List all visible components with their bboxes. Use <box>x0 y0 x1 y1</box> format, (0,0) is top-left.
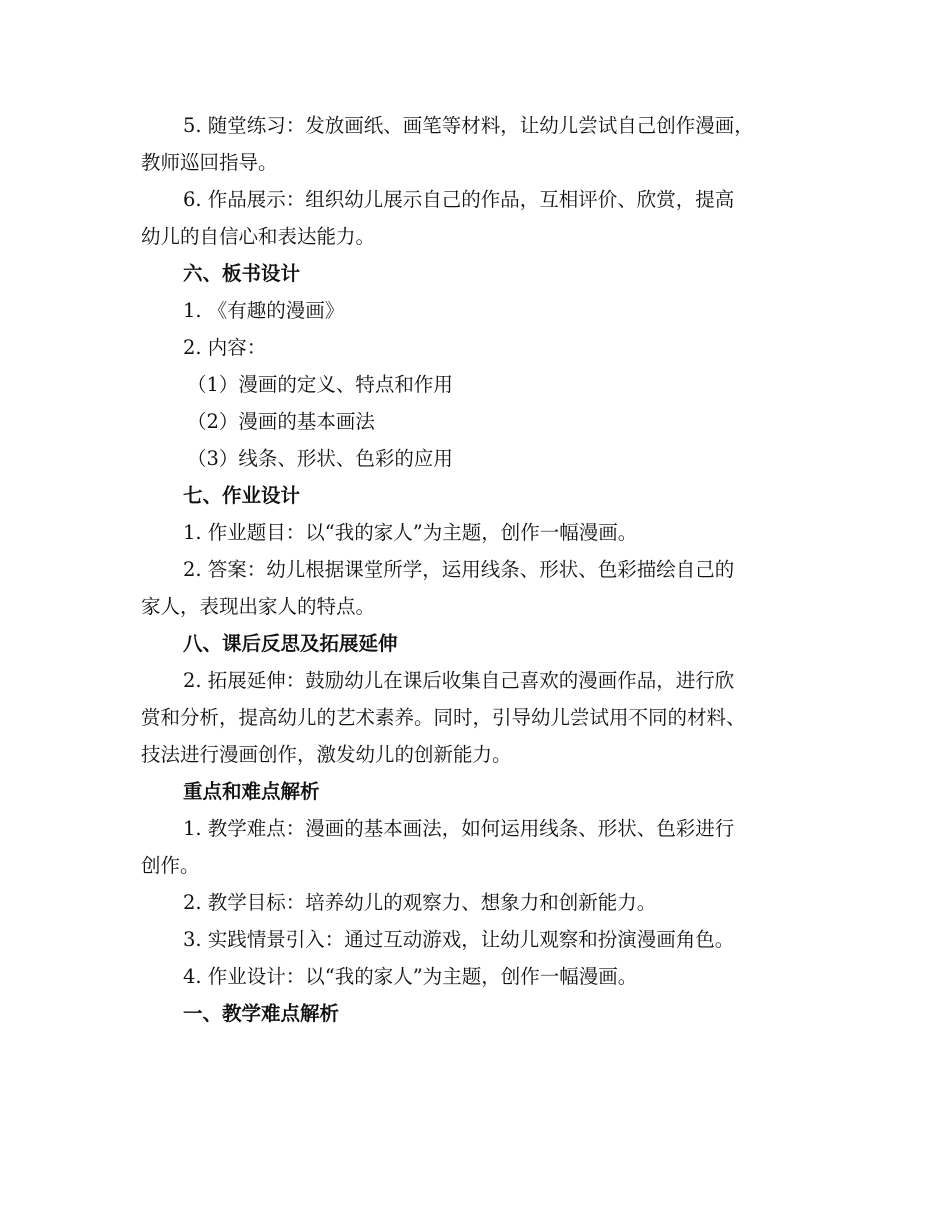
list-item-homework-topic: 1. 作业题目：以“我的家人”为主题，创作一幅漫画。 <box>183 521 638 544</box>
list-item-objective: 2. 教学目标：培养幼儿的观察力、想象力和创新能力。 <box>183 891 657 914</box>
list-item-extension-cont-2: 技法进行漫画创作，激发幼儿的创新能力。 <box>141 743 512 766</box>
paragraph-line-5-practice: 5. 随堂练习：发放画纸、画笔等材料，让幼儿尝试自己创作漫画， <box>183 114 754 137</box>
section-heading-6: 六、板书设计 <box>183 262 301 285</box>
section-heading-key-points: 重点和难点解析 <box>183 780 320 803</box>
list-item-homework-answer: 2. 答案：幼儿根据课堂所学，运用线条、形状、色彩描绘自己的 <box>183 558 735 581</box>
sub-item-2: （2）漫画的基本画法 <box>187 410 375 433</box>
list-item-homework-design: 4. 作业设计：以“我的家人”为主题，创作一幅漫画。 <box>183 965 638 988</box>
list-item-homework-answer-cont: 家人，表现出家人的特点。 <box>141 595 376 618</box>
list-item-board-content: 2. 内容： <box>183 336 267 359</box>
list-item-board-title: 1. 《有趣的漫画》 <box>183 299 345 322</box>
section-heading-7: 七、作业设计 <box>183 484 301 507</box>
list-item-difficulty-cont: 创作。 <box>141 854 200 877</box>
sub-item-3: （3）线条、形状、色彩的应用 <box>187 447 453 470</box>
list-item-extension: 2. 拓展延伸：鼓励幼儿在课后收集自己喜欢的漫画作品，进行欣 <box>183 669 735 692</box>
list-item-scenario: 3. 实践情景引入：通过互动游戏，让幼儿观察和扮演漫画角色。 <box>183 928 735 951</box>
list-item-extension-cont-1: 赏和分析，提高幼儿的艺术素养。同时，引导幼儿尝试用不同的材料、 <box>141 706 746 729</box>
paragraph-line-6-showcase-cont: 幼儿的自信心和表达能力。 <box>141 225 376 248</box>
paragraph-line-5-practice-cont: 教师巡回指导。 <box>141 151 278 174</box>
list-item-difficulty: 1. 教学难点：漫画的基本画法，如何运用线条、形状、色彩进行 <box>183 817 735 840</box>
section-heading-difficulty-analysis: 一、教学难点解析 <box>183 1002 340 1025</box>
sub-item-1: （1）漫画的定义、特点和作用 <box>187 373 453 396</box>
section-heading-8: 八、课后反思及拓展延伸 <box>183 632 398 655</box>
paragraph-line-6-showcase: 6. 作品展示：组织幼儿展示自己的作品，互相评价、欣赏，提高 <box>183 188 735 211</box>
